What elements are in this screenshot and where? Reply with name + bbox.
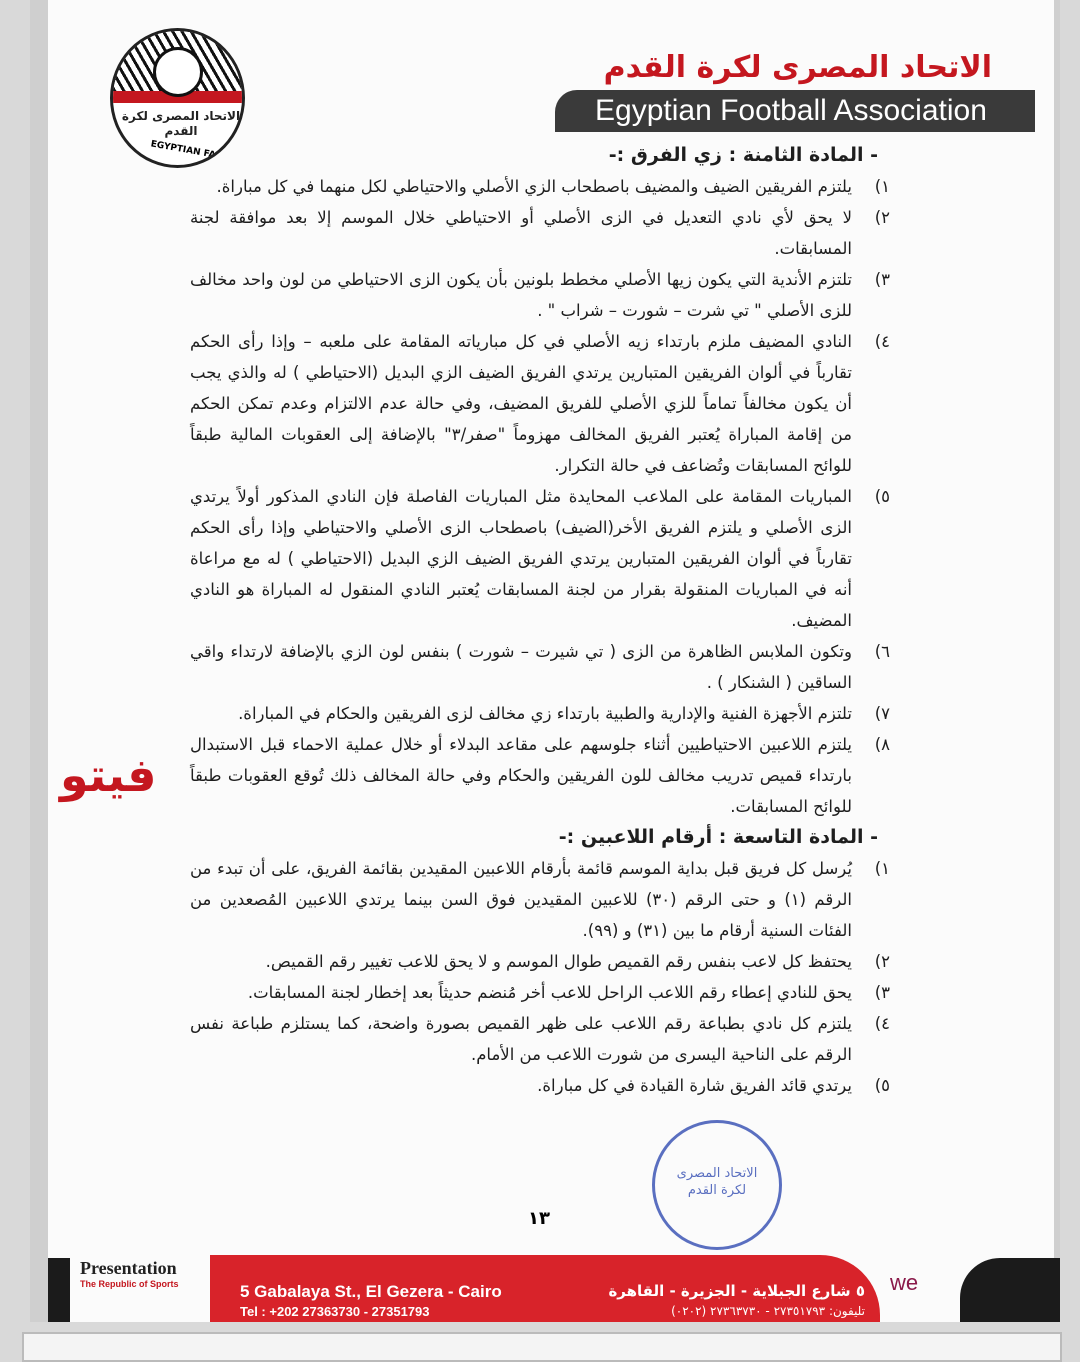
logo-text-ar: الاتحاد المصرى لكرة القدم	[121, 109, 241, 138]
clause-text: المباريات المقامة على الملاعب المحايدة مثل المباريات الفاصلة فإن النادي المذكور أولاً يرتدي الزى الأصلي و يلتزم الفريق الأخر(الضيف) باصطحاب الزى الأصلي والاحتياطي وإذا رأى الحكم تقارباً في ألوان الفريقين المتبارين يرتدي الفريق الضيف الزي البديل (الاحتياطي ) له مع مراعاة أنه في المباريات المنقولة بقرار من لجنة المسابقات يُعتبر النادي المنقول له المباراة هو النادي المضيف.	[190, 487, 852, 630]
sponsor-logo: Presentation The Republic of Sports	[80, 1258, 179, 1289]
clause-text: يحق للنادي إعطاء رقم اللاعب الراحل للاعب أخر مُنضم حديثاً بعد إخطار لجنة المسابقات.	[247, 983, 852, 1002]
football-icon	[153, 47, 203, 97]
clause-number: ٥)	[874, 487, 890, 506]
clause-item	[190, 202, 890, 264]
footer-decor-left	[48, 1258, 70, 1322]
footer-address-en: 5 Gabalaya St., El Gezera - Cairo	[240, 1282, 502, 1301]
clause-item	[190, 977, 890, 1008]
clause-number: ٦)	[874, 642, 890, 661]
clause-text: لا يحق لأي نادي التعديل في الزى الأصلي أو الاحتياطي خلال الموسم إلا بعد موافقة لجنة المسابقات.	[190, 208, 852, 258]
clause-item	[190, 853, 890, 946]
clause-text: يحتفظ كل لاعب بنفس رقم القميص طوال الموسم و لا يحق للاعب تغيير رقم القميص.	[265, 952, 852, 971]
clause-number: ٧)	[874, 704, 890, 723]
clause-item	[190, 1008, 890, 1070]
document-body	[190, 140, 890, 1101]
footer-tel-ar: تليفون: ٢٧٣٥١٧٩٣ - ٢٧٣٦٣٧٣٠ (٠٢٠٢)	[671, 1304, 865, 1318]
clause-item	[190, 326, 890, 481]
clause-item	[190, 171, 890, 202]
clause-item	[190, 636, 890, 698]
clause-item	[190, 1070, 890, 1101]
clause-number: ١)	[874, 859, 890, 878]
we-logo: we	[890, 1270, 919, 1295]
clause-text: النادي المضيف ملزم بارتداء زيه الأصلي في كل مبارياته المقامة على ملعبه – وإذا رأى الحكم تقارباً في ألوان الفريقين المتبارين يرتدي الفريق الضيف الزي البديل (الاحتياطي ) له والذي يجب أن يكون مخالفاً تماماً للزي الأصلي للفريق المضيف، وفي حالة عدم الالتزام وعدم تمكن الحكم من إقامة المباراة يُعتبر الفريق المخالف مهزوماً "صفر/٣" بالإضافة إلى العقوبات المالية طبقاً للوائح المسابقات وتُضاعف في حالة التكرار.	[190, 332, 852, 475]
clause-text: يرتدي قائد الفريق شارة القيادة في كل مباراة.	[537, 1076, 852, 1095]
clause-item	[190, 946, 890, 977]
official-stamp: الاتحاد المصرى لكرة القدم	[652, 1120, 782, 1250]
footer-address-ar: ٥ شارع الجبلاية - الجزيرة - القاهرة	[608, 1282, 865, 1300]
clause-item	[190, 264, 890, 326]
article-8-heading: - المادة الثامنة : زي الفرق :-	[608, 144, 878, 166]
clause-item	[190, 481, 890, 636]
page-number: ١٣	[528, 1208, 550, 1229]
clause-item	[190, 729, 890, 822]
clause-number: ١)	[874, 177, 890, 196]
clause-number: ٣)	[874, 270, 890, 289]
clause-text: يلتزم الفريقين الضيف والمضيف باصطحاب الزي الأصلي والاحتياطي لكل منهما في كل مباراة.	[216, 177, 852, 196]
next-page-edge	[22, 1332, 1062, 1362]
article-9-heading: - المادة التاسعة : أرقام اللاعبين :-	[558, 826, 878, 848]
clause-number: ٣)	[874, 983, 890, 1002]
clause-text: يُرسل كل فريق قبل بداية الموسم قائمة بأرقام اللاعبين المقيدين بقائمة الفريق، على أن تبدء من الرقم (١) و حتى الرقم (٣٠) للاعبين المقيدين فوق السن بينما يرتدي اللاعبين المُصعدين من الفئات السنية أرقام ما بين (٣١) و (٩٩).	[190, 859, 852, 940]
clause-number: ٤)	[874, 332, 890, 351]
clause-text: وتكون الملابس الظاهرة من الزى ( تي شيرت – شورت ) بنفس لون الزي بالإضافة لارتداء واقي الساقين ( الشنكار ) .	[190, 642, 852, 692]
header-english-title: Egyptian Football Association	[555, 90, 1035, 132]
clause-text: تلتزم الأندية التي يكون زيها الأصلي مخطط بلونين بأن يكون الزى الاحتياطي من لون واحد مخالف للزى الأصلي " تي شرت – شورت – شراب " .	[190, 270, 852, 320]
clause-number: ٤)	[874, 1014, 890, 1033]
clause-text: يلتزم كل نادي بطباعة رقم اللاعب على ظهر القميص بصورة واضحة، كما يستلزم طباعة نفس الرقم على الناحية اليسرى من شورت اللاعب من الأمام.	[190, 1014, 852, 1064]
watermark-logo: فيتو	[60, 748, 157, 802]
clause-number: ٥)	[874, 1076, 890, 1095]
footer-tel-en: Tel : +202 27363730 - 27351793	[240, 1304, 430, 1319]
header-arabic-title: الاتحاد المصرى لكرة القدم	[603, 50, 992, 85]
logo-text-en: EGYPTIAN FA	[149, 139, 217, 161]
clause-text: يلتزم اللاعبين الاحتياطيين أثناء جلوسهم على مقاعد البدلاء أو خلال عملية الاحماء قبل الاستبدال بارتداء قميص تدريب مخالف للون الفريقين والحكام وفي حالة المخالف ذلك تُوقع العقوبات طبقاً للوائح المسابقات.	[190, 735, 852, 816]
clause-number: ٢)	[874, 208, 890, 227]
clause-text: تلتزم الأجهزة الفنية والإدارية والطبية بارتداء زي مخالف لزى الفريقين والحكام في المباراة.	[238, 704, 852, 723]
clause-number: ٢)	[874, 952, 890, 971]
clause-number: ٨)	[874, 735, 890, 754]
clause-item	[190, 698, 890, 729]
footer-decor-right	[960, 1258, 1060, 1322]
